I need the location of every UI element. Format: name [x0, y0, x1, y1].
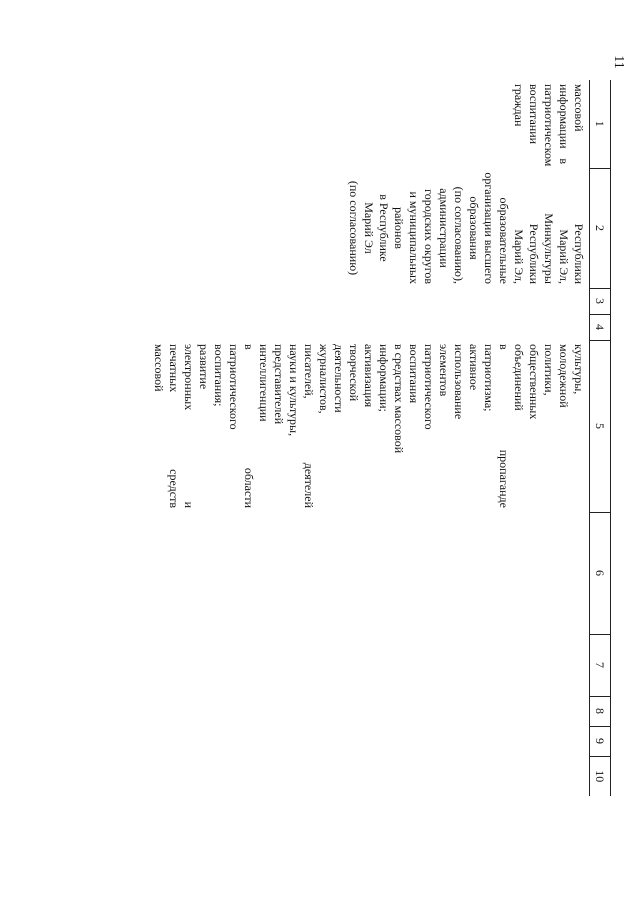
text-line: (по согласованию), — [452, 186, 466, 284]
column-header-8: 8 — [590, 696, 611, 726]
text-line: Республики — [572, 223, 586, 284]
column-header-10: 10 — [593, 770, 608, 783]
cell-empty-7 — [151, 634, 590, 696]
text-line: образования — [467, 196, 481, 260]
cell-empty-4 — [151, 314, 590, 340]
text-line: печатных средств — [167, 344, 181, 508]
text-line: журналистов, — [317, 344, 331, 414]
text-line: воспитания — [407, 344, 421, 404]
header-row — [590, 80, 611, 796]
plan-table — [151, 80, 611, 796]
text-line: информации; — [377, 344, 391, 412]
text-line: образовательные — [497, 197, 511, 284]
text-line: воспитания; — [212, 344, 226, 407]
column-header-1: 1 — [590, 80, 611, 168]
text-line: представителей — [272, 344, 286, 425]
text-line: организации высшего — [482, 172, 496, 284]
text-line: элементов — [437, 344, 451, 397]
cell-event-name — [151, 80, 590, 168]
text-line: массовой — [152, 344, 166, 392]
cell-executors — [151, 168, 590, 288]
column-header-4: 4 — [590, 314, 611, 340]
text-line: активизация — [362, 344, 376, 408]
column-header-7: 7 — [590, 634, 611, 696]
cell-empty-8 — [151, 696, 590, 726]
text-line: Минкультуры — [542, 213, 556, 284]
text-line: науки и культуры, — [287, 344, 301, 437]
text-line: патриотического — [422, 344, 436, 430]
text-line: общественных — [527, 344, 541, 420]
text-line: Марий Эл — [362, 202, 376, 254]
rotated-table-wrapper — [137, 80, 611, 796]
text-line: городских округов — [422, 189, 436, 284]
text-line: развитие — [197, 344, 211, 390]
executors-text — [346, 172, 586, 284]
text-line: писателей, деятелей — [302, 344, 316, 508]
text-line: молодежной — [557, 344, 571, 408]
page-number: 11 — [611, 55, 626, 69]
cell-expected-results — [151, 340, 590, 512]
text-line: творческой — [347, 344, 361, 402]
text-line: и муниципальных — [407, 191, 421, 284]
text-line: Марий Эл, — [512, 229, 526, 284]
text-line: активное — [467, 344, 481, 391]
text-line: в пропаганде — [497, 344, 511, 508]
text-line: патриотизма; — [482, 344, 496, 412]
text-line: администрации — [437, 188, 451, 268]
text-line: культуры, — [572, 344, 586, 395]
text-line: электронных и — [182, 344, 196, 508]
cell-empty-6 — [151, 512, 590, 634]
text-line: патриотического — [227, 344, 241, 430]
column-header-9: 9 — [590, 726, 611, 756]
expected-results-text — [151, 344, 586, 508]
text-line: в области — [242, 344, 256, 508]
text-line: в средствах массовой — [392, 344, 406, 454]
column-header-2: 2 — [590, 168, 611, 288]
cell-empty-3 — [151, 288, 590, 314]
table-row — [151, 80, 590, 796]
text-line: объединений — [512, 344, 526, 411]
column-header-5: 5 — [590, 340, 611, 512]
text-line: политики, — [542, 344, 556, 396]
event-name-text: массовой информации в патриотическом воспитании граждан — [512, 84, 586, 167]
cell-empty-10 — [151, 756, 590, 796]
text-line: районов — [392, 207, 406, 249]
text-line: использование — [452, 344, 466, 420]
column-header-3: 3 — [590, 288, 611, 314]
text-line: Марий Эл, — [557, 229, 571, 284]
column-header-6: 6 — [590, 512, 611, 634]
cell-empty-9 — [151, 726, 590, 756]
text-line: Республики — [527, 223, 541, 284]
text-line: (по согласованию) — [347, 180, 361, 276]
text-line: в Республике — [377, 194, 391, 262]
text-line: деятельности — [332, 344, 346, 413]
text-line: интеллигенции — [257, 344, 271, 422]
